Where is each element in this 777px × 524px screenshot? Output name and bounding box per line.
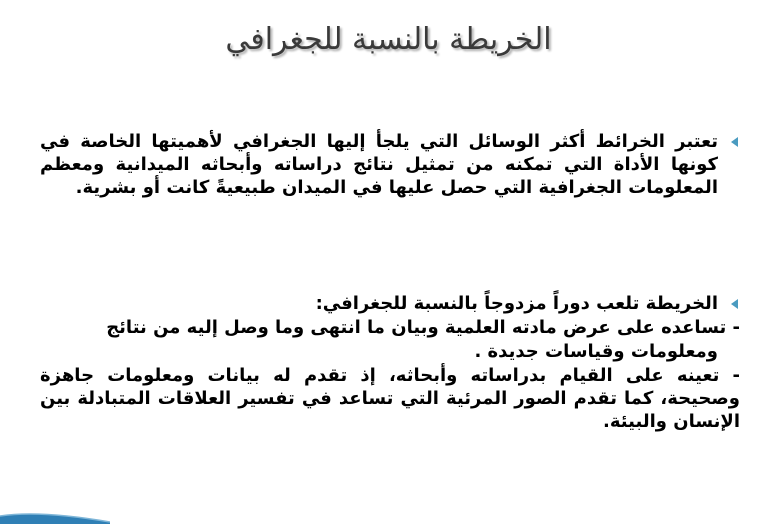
section-heading: الخريطة تلعب دوراً مزدوجاً بالنسبة للجغرافي: [315,293,718,314]
bullet-item-2 [40,292,740,316]
list-item-1-line-2: ومعلومات وقياسات جديدة . [474,341,718,362]
list-item-1-line-1: - تساعده على عرض مادته العلمية وبيان ما انتهى وما وصل إليه من نتائج [106,317,740,338]
paragraph-block-2 [40,292,740,433]
paragraph-text-1: تعتبر الخرائط أكثر الوسائل التي يلجأ إليها الجغرافي لأهميتها الخاصة في كونها الأداة التي تمكنه من تمثيل نتائج دراساته وأبحاثه الميدانية ومعظم المعلومات الجغرافية التي حصل عليها في الميدان طبيعيةً كانت أو بشرية. [40,131,718,198]
list-item-2: - تعينه على القيام بدراساته وأبحاثه، إذ تقدم له بيانات ومعلومات جاهزة وصحيحة، كما تقدم الصور المرئية التي تساعد في تفسير العلاقات المتبادلة بين الإنسان والبيئة. [40,365,740,432]
triangle-bullet-icon [731,299,738,309]
paragraph-block-1 [40,130,740,199]
triangle-bullet-icon [731,137,738,147]
bullet-item-1 [40,130,740,199]
corner-swoosh-decoration [0,510,110,524]
slide-title: الخريطة بالنسبة للجغرافي [225,22,552,57]
